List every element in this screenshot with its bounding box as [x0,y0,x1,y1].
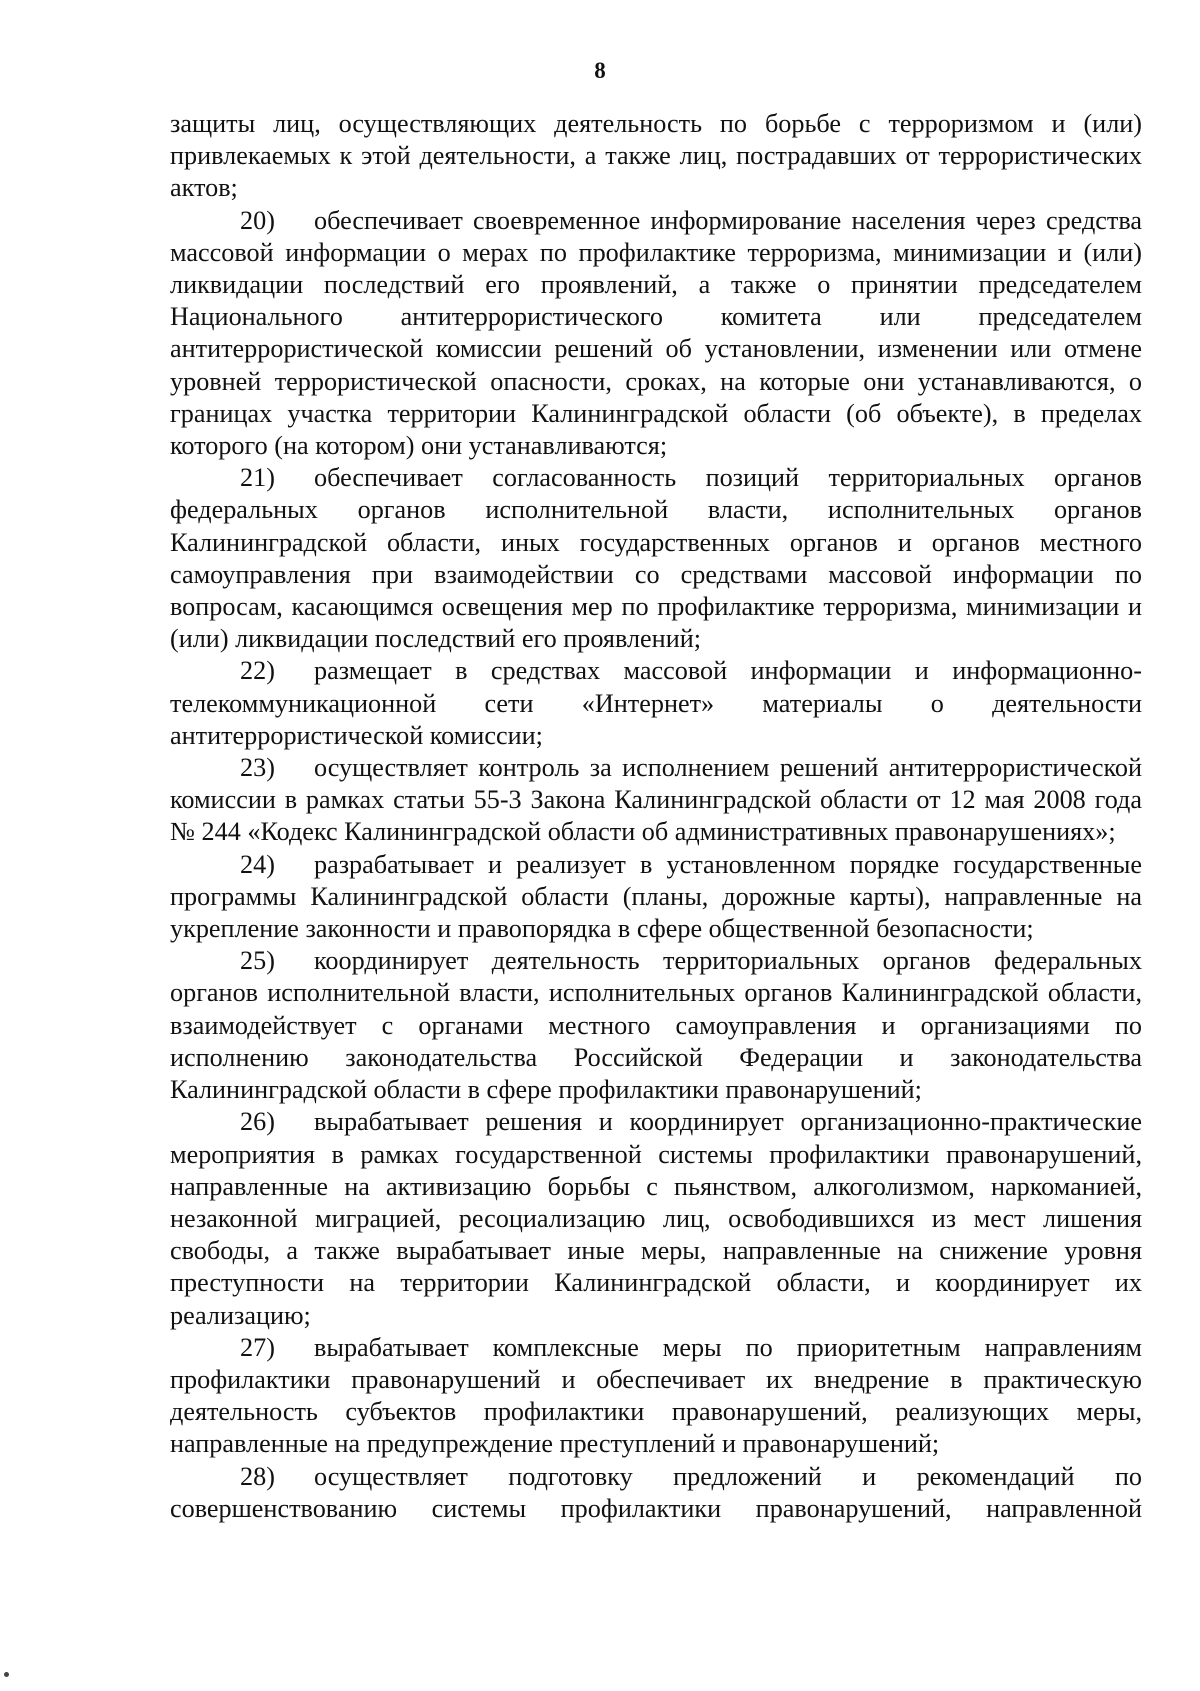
list-item-20 [170,205,1142,463]
item-text: обеспечивает согласованность позиций территориальных органов федеральных органов исполнительной власти, исполнительных органов Калининградской области, иных государственных органов и органов местного самоуправления при взаимодействии со средствами массовой информации по вопросам, касающимся освещения мер по профилактике терроризма, минимизации и (или) ликвидации последствий его проявлений; [170,463,1142,654]
item-number: 28) [240,1461,275,1491]
item-number: 26) [240,1107,275,1137]
item-text: разрабатывает и реализует в установленном порядке государственные программы Калининградской области (планы, дорожные карты), направленные на укрепление законности и правопорядка в сфере общественной безопасности; [170,849,1142,944]
item-number: 21) [240,463,275,493]
item-number: 25) [240,946,275,976]
item-number: 23) [240,753,275,783]
item-text: вырабатывает комплексные меры по приоритетным направлениям профилактики правонарушений и обеспечивает их внедрение в практическую деятельность субъектов профилактики правонарушений, реализующих меры, направленные на предупреждение преступлений и правонарушений; [170,1332,1142,1459]
document-body [170,108,1142,1525]
list-item-21 [170,462,1142,655]
list-item-28 [170,1461,1142,1525]
item-number: 27) [240,1332,275,1362]
item-number: 24) [240,849,275,879]
item-text: осуществляет контроль за исполнением решений антитеррористической комиссии в рамках статьи 55-3 Закона Калининградской области от 12 мая 2008 года № 244 «Кодекс Калининградской области об административных правонарушениях»; [170,753,1142,847]
list-item-27 [170,1332,1142,1461]
item-number: 22) [240,656,275,686]
item-text: осуществляет подготовку предложений и рекомендаций по совершенствованию системы профилактики правонарушений, направленной [170,1461,1142,1523]
item-text: размещает в средствах массовой информации и информационно-телекоммуникационной сети «Интернет» материалы о деятельности антитеррористической комиссии; [170,656,1142,750]
paragraph-continuation: защиты лиц, осуществляющих деятельность по борьбе с терроризмом и (или) привлекаемых к этой деятельности, а также лиц, пострадавших от террористических актов; [170,109,1142,203]
list-item-26 [170,1106,1142,1331]
item-number: 20) [240,205,275,235]
list-item-23 [170,752,1142,849]
item-text: координирует деятельность территориальных органов федеральных органов исполнительной власти, исполнительных органов Калининградской области, взаимодействует с органами местного самоуправления и организациями по исполнению законодательства Российской Федерации и законодательства Калининградской области в сфере профилактики правонарушений; [170,946,1142,1105]
item-text: обеспечивает своевременное информирование населения через средства массовой информации о мерах по профилактике терроризма, минимизации и (или) ликвидации последствий его проявлений, а также о принятии председателем Национального антитеррористического комитета или председателем антитеррористической комиссии решений об установлении, изменении или отмене уровней террористической опасности, сроках, на которые они устанавливаются, о границах участка территории Калининградской области (об объекте), в пределах которого (на котором) они устанавливаются; [170,205,1142,461]
list-item-22 [170,655,1142,752]
page-number: 8 [594,58,606,83]
list-item-25 [170,945,1142,1106]
item-text: вырабатывает решения и координирует организационно-практические мероприятия в рамках государственной системы профилактики правонарушений, направленные на активизацию борьбы с пьянством, алкоголизмом, наркоманией, незаконной миграцией, ресоциализацию лиц, освободившихся из мест лишения свободы, а также вырабатывает иные меры, направленные на снижение уровня преступности на территории Калининградской области, и координирует их реализацию; [170,1107,1142,1330]
list-item-24 [170,849,1142,946]
scan-artifact-dot [4,1672,9,1677]
